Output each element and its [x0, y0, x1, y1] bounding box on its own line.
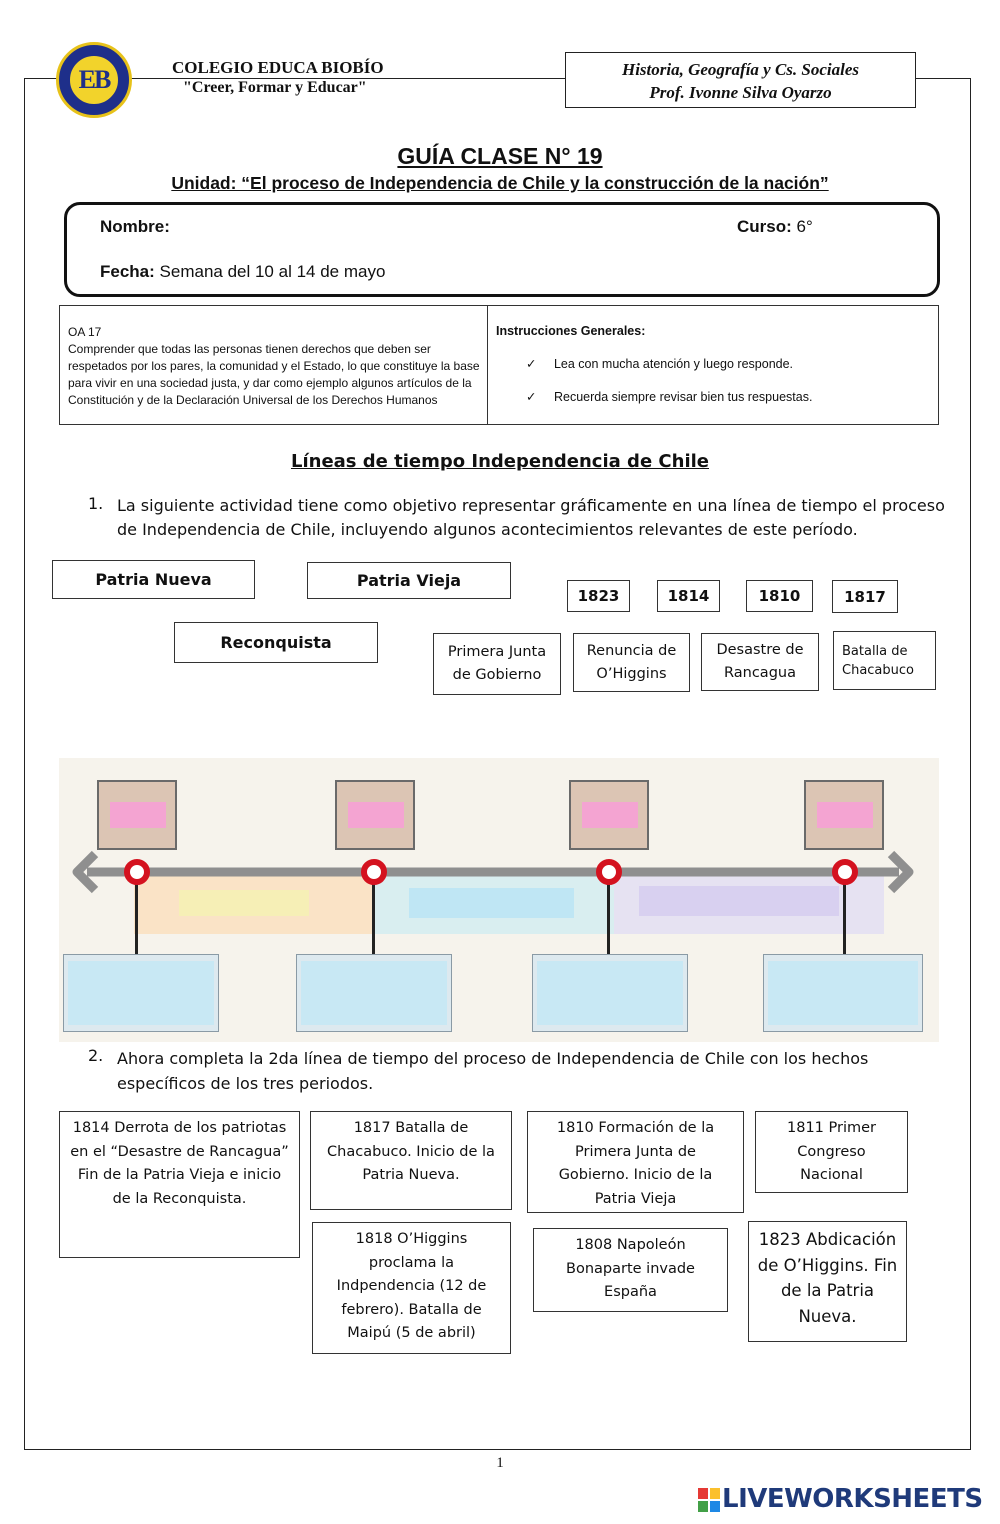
period-patria-nueva[interactable]: Patria Nueva	[52, 560, 255, 599]
fact-1814[interactable]: 1814 Derrota de los patriotas en el “Desastre de Rancagua” Fin de la Patria Vieja e inicio de la Reconquista.	[59, 1111, 300, 1258]
event-desastre-rancagua[interactable]: Desastre de Rancagua	[701, 633, 819, 691]
drop-slot	[768, 961, 918, 1025]
year-1814[interactable]: 1814	[657, 580, 720, 612]
school-name: COLEGIO EDUCA BIOBÍO	[172, 58, 384, 77]
instruction-text: Recuerda siempre revisar bien tus respuestas.	[553, 390, 813, 404]
activity2-number: 2.	[88, 1046, 104, 1065]
objective-panel	[60, 306, 488, 424]
course-label: Curso:	[737, 217, 792, 236]
subject-box	[565, 52, 916, 108]
school-logo	[56, 42, 132, 118]
fact-1811[interactable]: 1811 Primer Congreso Nacional	[755, 1111, 908, 1193]
event-primera-junta[interactable]: Primera Junta de Gobierno	[433, 633, 561, 695]
drop-slot	[348, 802, 404, 828]
year-drop-zone-3[interactable]	[569, 780, 649, 850]
section-title: Líneas de tiempo Independencia de Chile	[290, 451, 709, 472]
drop-slot	[537, 961, 683, 1025]
activity1-text: La siguiente actividad tiene como objetivo representar gráficamente en una línea de tiempo el proceso de Independencia de Chile, incluyendo algunos acontecimientos relevantes de este período.	[117, 496, 945, 539]
event-drop-zone-3[interactable]	[532, 954, 688, 1032]
objective-code: OA 17	[68, 325, 102, 339]
date-label: Fecha:	[100, 262, 155, 281]
year-drop-zone-4[interactable]	[804, 780, 884, 850]
instruction-text: Lea con mucha atención y luego responde.	[553, 357, 794, 371]
timeline-marker	[124, 859, 150, 885]
drop-slot	[582, 802, 638, 828]
timeline-marker	[361, 859, 387, 885]
teacher-name: Prof. Ivonne Silva Oyarzo	[649, 83, 832, 102]
page-number: 1	[496, 1455, 504, 1471]
check-icon: ✓	[526, 356, 537, 371]
fact-1823[interactable]: 1823 Abdicación de O’Higgins. Fin de la Patria Nueva.	[748, 1221, 907, 1342]
event-drop-zone-1[interactable]	[63, 954, 219, 1032]
logo-text: EB	[68, 54, 120, 106]
drop-slot	[68, 961, 214, 1025]
fact-1808[interactable]: 1808 Napoleón Bonaparte invade España	[533, 1228, 728, 1312]
check-icon: ✓	[526, 389, 537, 404]
drop-slot	[110, 802, 166, 828]
period-reconquista[interactable]: Reconquista	[174, 622, 378, 663]
timeline-marker	[596, 859, 622, 885]
unit-title: Unidad: “El proceso de Independencia de Chile y la construcción de la nación”	[171, 173, 829, 193]
year-drop-zone-1[interactable]	[97, 780, 177, 850]
objective-text: Comprender que todas las personas tienen derechos que deben ser respetados por los pares, la comunidad y el Estado, lo que constituye la base para vivir en una sociedad justa, y dar como ejemplo algunos artículos de la Constitución y de la Declaración Universal de los Derechos Humanos	[68, 342, 480, 407]
objective-instructions-box	[59, 305, 939, 425]
course-value: 6°	[796, 217, 813, 236]
instruction-item	[526, 389, 812, 404]
timeline-marker	[832, 859, 858, 885]
activity1-number: 1.	[88, 494, 104, 513]
liveworksheets-logo-icon	[698, 1488, 720, 1512]
event-drop-zone-4[interactable]	[763, 954, 923, 1032]
fact-1810[interactable]: 1810 Formación de la Primera Junta de Gobierno. Inicio de la Patria Vieja	[527, 1111, 744, 1213]
course-field	[737, 217, 813, 237]
event-drop-zone-2[interactable]	[296, 954, 452, 1032]
year-1823[interactable]: 1823	[567, 580, 630, 612]
school-motto: "Creer, Formar y Educar"	[183, 79, 367, 96]
year-1817[interactable]: 1817	[832, 580, 898, 613]
subject-name: Historia, Geografía y Cs. Sociales	[621, 60, 860, 79]
instructions-heading: Instrucciones Generales:	[496, 324, 646, 338]
drop-slot	[817, 802, 873, 828]
liveworksheets-brand[interactable]: LIVEWORKSHEETS	[722, 1484, 983, 1514]
year-drop-zone-2[interactable]	[335, 780, 415, 850]
name-label: Nombre:	[100, 217, 170, 236]
instruction-item	[526, 356, 793, 371]
year-1810[interactable]: 1810	[746, 580, 813, 612]
period-patria-vieja[interactable]: Patria Vieja	[307, 562, 511, 599]
date-value: Semana del 10 al 14 de mayo	[159, 262, 386, 281]
fact-1817[interactable]: 1817 Batalla de Chacabuco. Inicio de la Patria Nueva.	[310, 1111, 512, 1210]
guide-title: GUÍA CLASE N° 19	[397, 143, 603, 169]
activity2-text: Ahora completa la 2da línea de tiempo del proceso de Independencia de Chile con los hechos específicos de los tres periodos.	[117, 1049, 869, 1093]
event-batalla-chacabuco[interactable]: Batalla de Chacabuco	[833, 631, 936, 690]
student-info-box	[64, 202, 940, 297]
date-field	[100, 262, 385, 282]
drop-slot	[301, 961, 447, 1025]
fact-1818[interactable]: 1818 O’Higgins proclama la Indpendencia (12 de febrero). Batalla de Maipú (5 de abril)	[312, 1222, 511, 1354]
timeline-graphic	[59, 758, 939, 1042]
event-renuncia-ohiggins[interactable]: Renuncia de O’Higgins	[573, 633, 690, 692]
